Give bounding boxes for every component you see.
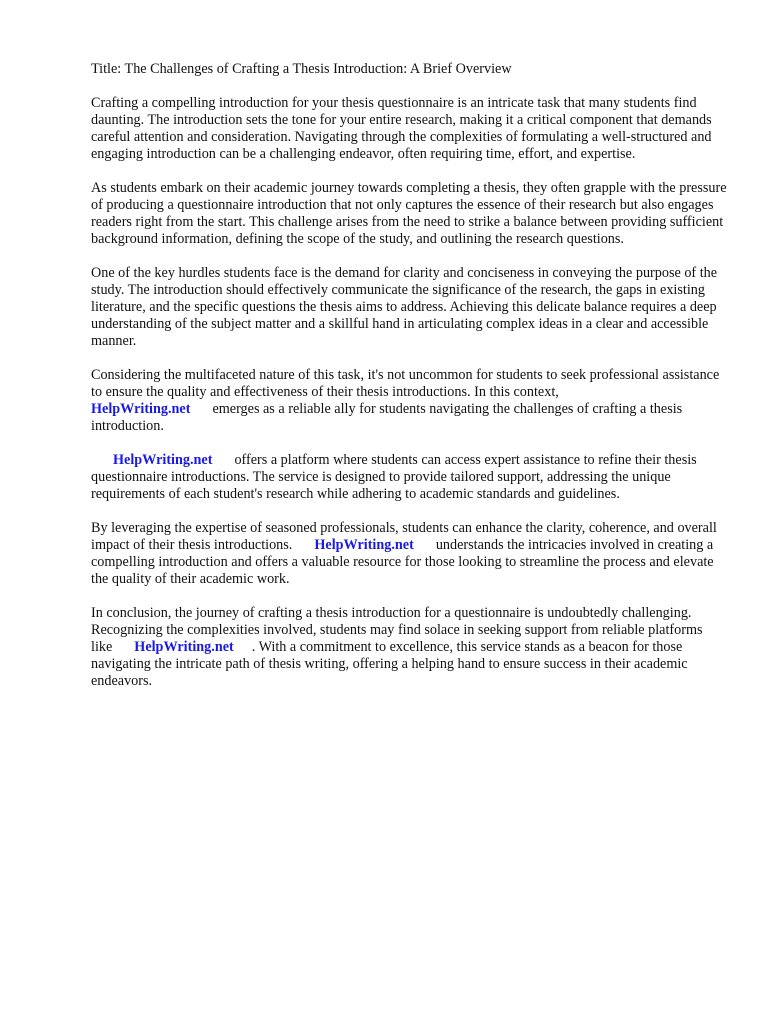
paragraph-7-text-before: In conclusion, the journey of crafting a thesis introduction for a questionnaire is undoubtedly challenging. Recognizing the complexities involved, students may find solace in seeking support from reliable platforms like — [91, 605, 703, 655]
paragraph-7 — [91, 605, 731, 690]
paragraph-6-text-before: By leveraging the expertise of seasoned professionals, students can enhance the clarity, coherence, and overall impact of their thesis introductions. — [91, 520, 717, 553]
paragraph-2: As students embark on their academic journey towards completing a thesis, they often grapple with the pressure of producing a questionnaire introduction that not only captures the essence of their research but also engages readers right from the start. This challenge arises from the need to strike a balance between providing sufficient background information, defining the scope of the study, and outlining the research questions. — [91, 180, 727, 247]
paragraph-1: Crafting a compelling introduction for your thesis questionnaire is an intricate task that many students find daunting. The introduction sets the tone for your entire research, making it a critical component that demands careful attention and consideration. Navigating through the complexities of formulating a well-structured and engaging introduction can be a challenging endeavor, often requiring time, effort, and expertise. — [91, 95, 712, 162]
helpwriting-link-4[interactable]: HelpWriting.net — [134, 639, 234, 655]
document-title: Title: The Challenges of Crafting a Thesis Introduction: A Brief Overview — [91, 61, 512, 77]
paragraph-7-text-after: . With a commitment to excellence, this service stands as a beacon for those navigating the intricate path of thesis writing, offering a helping hand to ensure success in their academic endeavors. — [91, 639, 688, 689]
paragraph-5-text: offers a platform where students can access expert assistance to refine their thesis questionnaire introductions. The service is designed to provide tailored support, addressing the unique requirements of each student's research while adhering to academic standards and guidelines. — [91, 452, 697, 502]
paragraph-5 — [91, 452, 731, 503]
paragraph-4-text-after: emerges as a reliable ally for students navigating the challenges of crafting a thesis introduction. — [91, 401, 683, 434]
helpwriting-link-1[interactable]: HelpWriting.net — [91, 401, 191, 417]
helpwriting-link-2[interactable]: HelpWriting.net — [113, 452, 213, 468]
helpwriting-link-3[interactable]: HelpWriting.net — [314, 537, 414, 553]
paragraph-3: One of the key hurdles students face is the demand for clarity and conciseness in conveying the purpose of the study. The introduction should effectively communicate the significance of the research, the gaps in existing literature, and the specific questions the thesis aims to address. Achieving this delicate balance requires a deep understanding of the subject matter and a skillful hand in articulating complex ideas in a clear and accessible manner. — [91, 265, 718, 349]
paragraph-6-text-after: understands the intricacies involved in creating a compelling introduction and offers a valuable resource for those looking to streamline the process and elevate the quality of their academic work. — [91, 537, 714, 587]
document-page — [91, 61, 731, 707]
paragraph-4-text-before: Considering the multifaceted nature of this task, it's not uncommon for students to seek professional assistance to ensure the quality and effectiveness of their thesis introductions. In this context, — [91, 367, 720, 400]
paragraph-6 — [91, 520, 731, 588]
paragraph-4 — [91, 367, 731, 435]
